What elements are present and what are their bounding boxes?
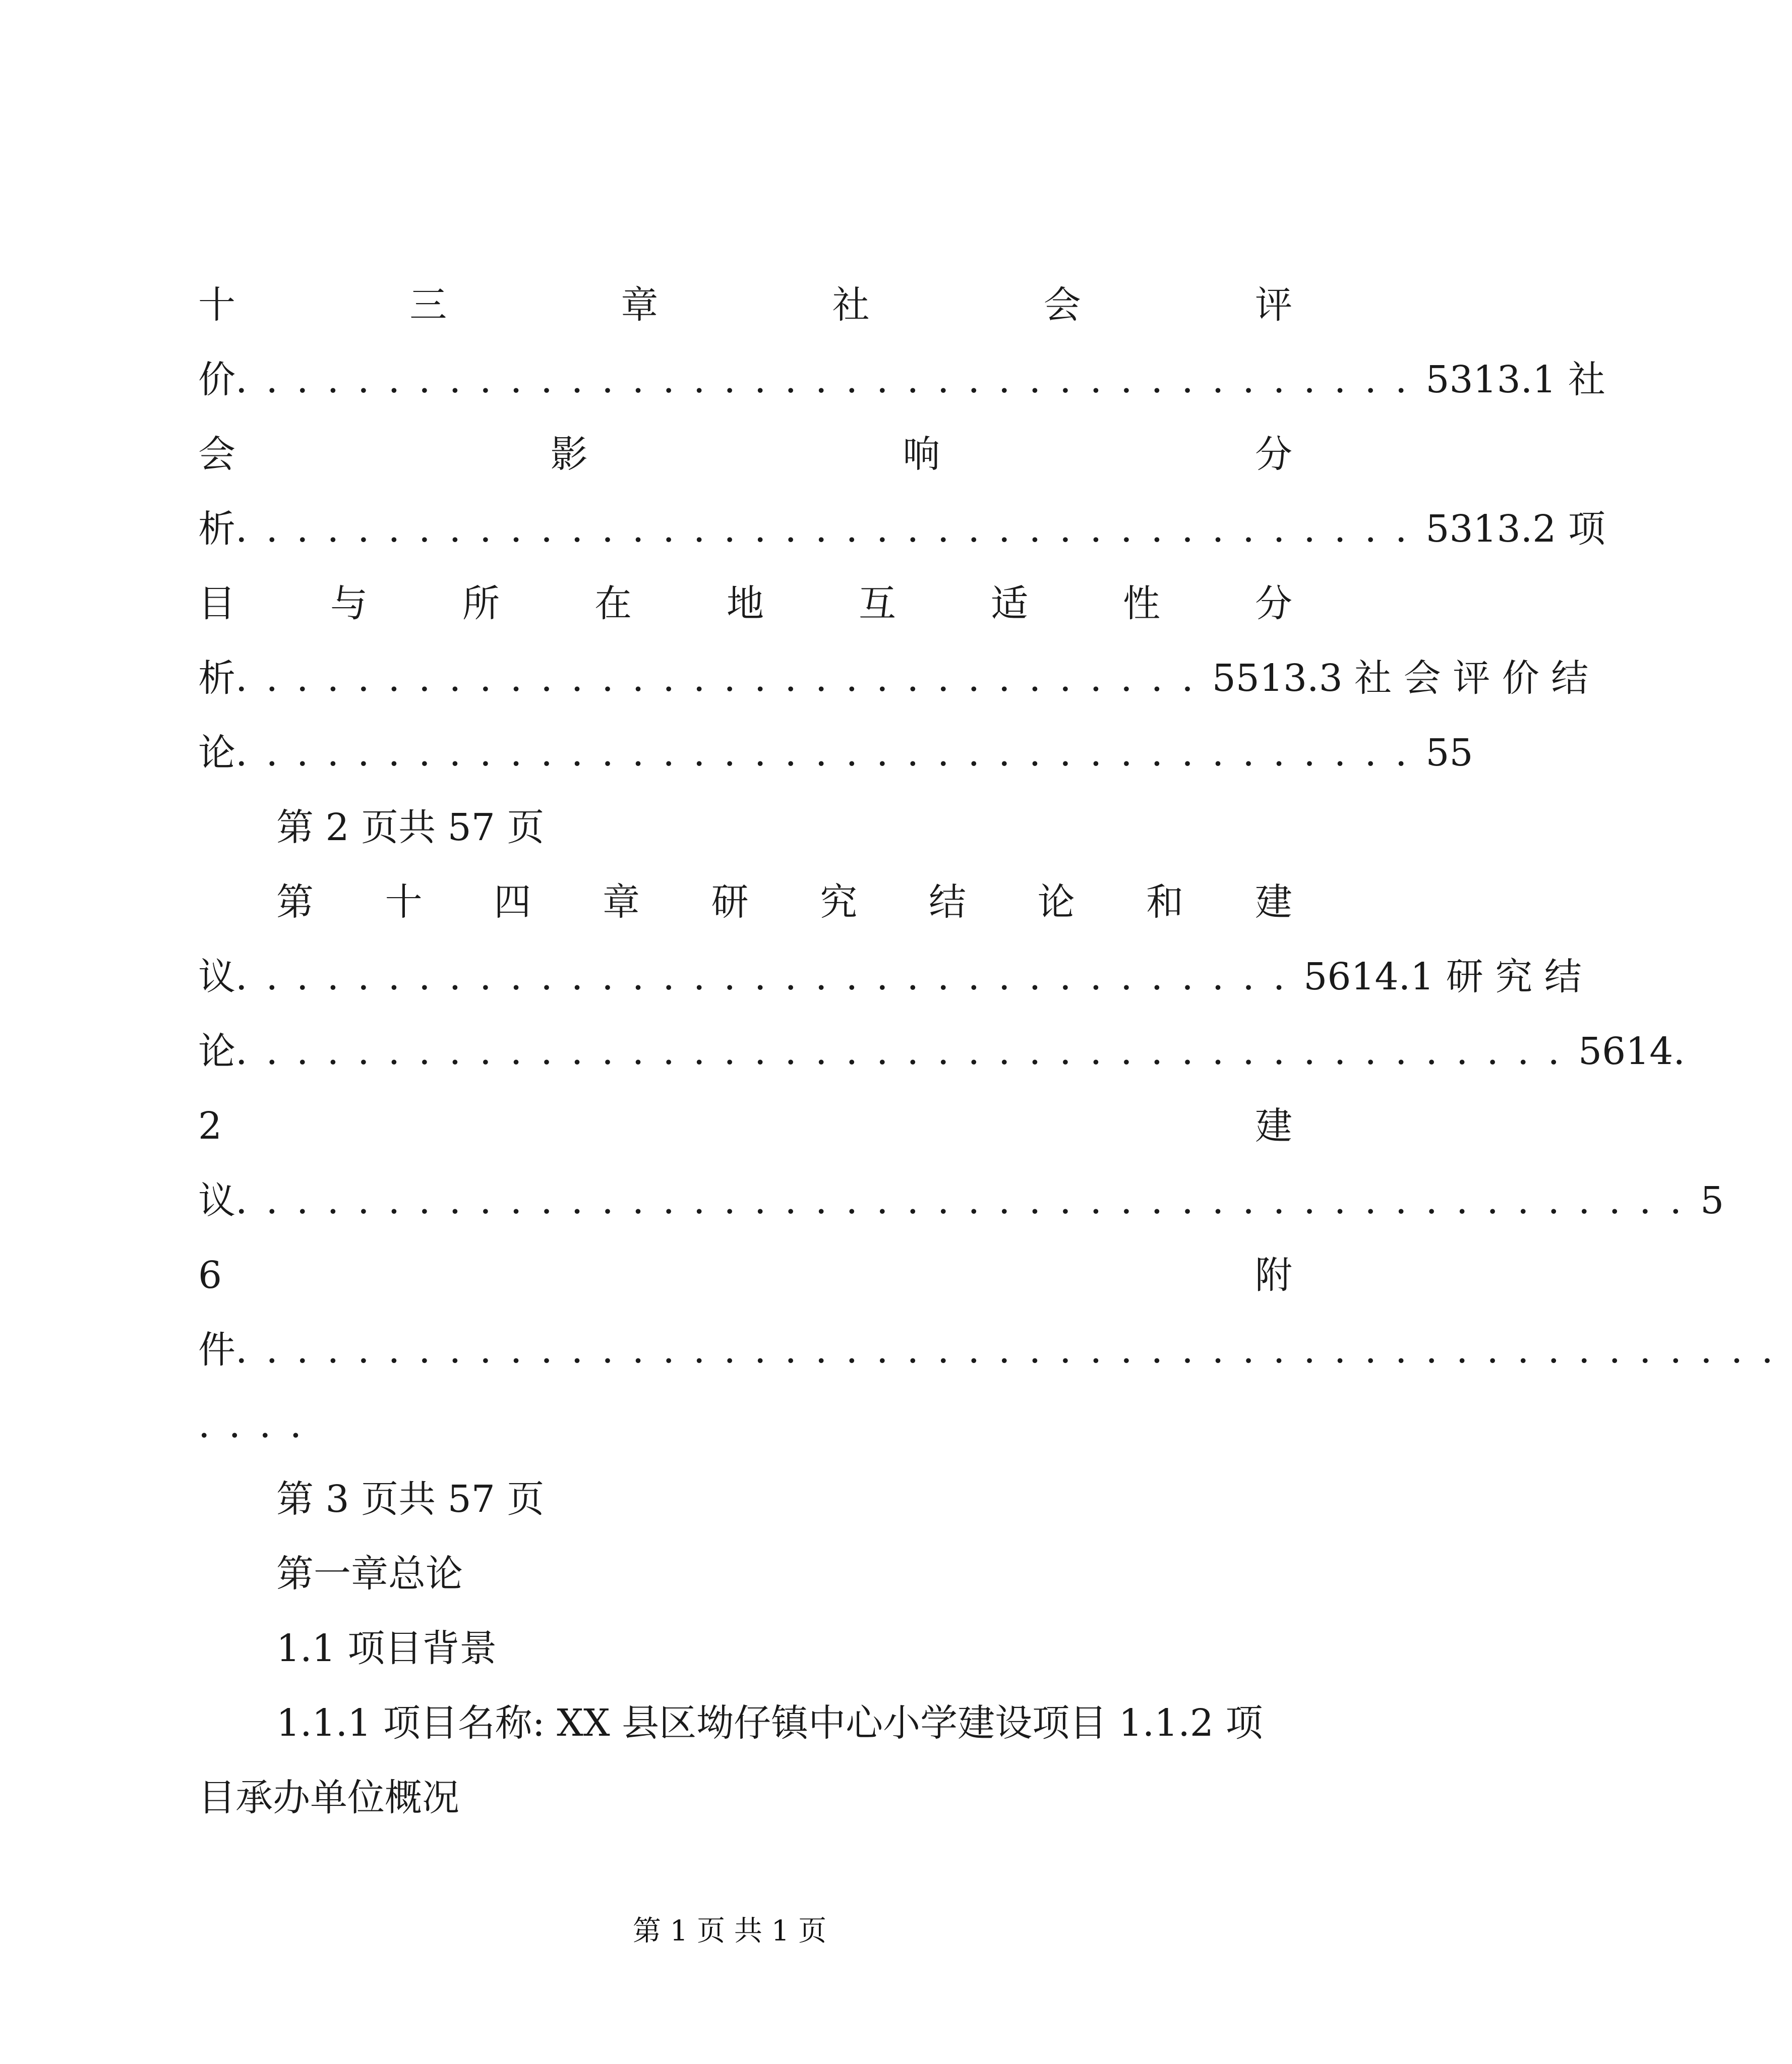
- toc-char: 评: [1255, 283, 1292, 327]
- toc-entry: [198, 1021, 1685, 1082]
- toc-char: 所: [462, 582, 500, 625]
- toc-chapter-13-heading: [198, 275, 1292, 335]
- toc-char: 社: [832, 283, 870, 327]
- toc-leader-dots: .......................................: [235, 507, 1426, 551]
- toc-char: 章: [621, 283, 659, 327]
- toc-leader-dots: .......................................: [235, 731, 1426, 775]
- toc-trailing-dots: ....: [198, 1403, 321, 1446]
- toc-entry-head: 析: [198, 507, 235, 551]
- toc-char: 会: [1043, 283, 1081, 327]
- toc-chapter-14-heading: [276, 872, 1292, 932]
- toc-char: 三: [409, 283, 447, 327]
- body-paragraph-line: 1.1.1 项目名称: XX 县区坳仔镇中心小学建设项目 1.1.2 项: [276, 1701, 1263, 1745]
- toc-justified-line: [198, 573, 1292, 634]
- toc-leader-dots: ...................................: [235, 955, 1304, 998]
- toc-char: 适: [991, 582, 1028, 625]
- toc-justified-line: [198, 424, 1292, 485]
- toc-entry-head: 论: [198, 1030, 235, 1073]
- toc-char: 究: [820, 880, 858, 924]
- toc-char: 十: [198, 283, 235, 327]
- toc-char: 与: [330, 582, 368, 625]
- chapter-title: 第一章总论: [276, 1552, 463, 1596]
- toc-char: 四: [494, 880, 531, 924]
- toc-char: 分: [1255, 582, 1292, 625]
- toc-char: 目: [198, 582, 235, 625]
- toc-char: 互: [859, 582, 896, 625]
- toc-char: 分: [1255, 433, 1292, 476]
- toc-entry: [198, 349, 1605, 410]
- section-title: 1.1 项目背景: [276, 1627, 497, 1670]
- toc-entry-tail: 5614.1 研 究 结: [1303, 955, 1582, 998]
- toc-entry-head: 论: [198, 731, 235, 775]
- toc-char: 建: [1255, 880, 1292, 924]
- page-marker: 第 2 页共 57 页: [276, 806, 545, 849]
- toc-char: 会: [198, 433, 235, 476]
- toc-leader-dots: .......................................: [235, 358, 1426, 401]
- toc-char: 结: [928, 880, 966, 924]
- toc-char: 十: [385, 880, 423, 924]
- toc-char: 影: [550, 433, 588, 476]
- toc-entry: [198, 499, 1605, 559]
- toc-justified-line: [198, 1096, 1292, 1156]
- toc-entry: [198, 723, 1473, 783]
- toc-leader-dots: ................................................: [235, 1179, 1701, 1222]
- toc-entry-tail: 5313.1 社: [1425, 358, 1605, 401]
- toc-entry-tail: 5313.2 项: [1425, 507, 1605, 551]
- toc-char: 研: [711, 880, 749, 924]
- toc-char: 附: [1255, 1254, 1292, 1297]
- toc-char: 在: [594, 582, 632, 625]
- toc-char: 性: [1123, 582, 1160, 625]
- toc-leader-dots: ................................: [235, 657, 1212, 700]
- toc-entry: [198, 1320, 1792, 1380]
- body-paragraph-line: 目承办单位概况: [198, 1776, 459, 1819]
- toc-char: 论: [1037, 880, 1075, 924]
- toc-entry-head: 析: [198, 657, 235, 700]
- toc-leader-dots: ...................................................: [235, 1328, 1792, 1372]
- page-footer: 第 1 页 共 1 页: [632, 1915, 827, 1948]
- toc-entry: [198, 648, 1589, 709]
- toc-entry-tail: 55: [1425, 731, 1473, 775]
- toc-justified-line: [198, 1245, 1292, 1306]
- toc-entry-head: 议: [198, 955, 235, 998]
- toc-entry-head: 件: [198, 1328, 235, 1372]
- toc-char: 6: [198, 1254, 222, 1297]
- toc-char: 地: [727, 582, 764, 625]
- toc-char: 建: [1255, 1104, 1292, 1148]
- toc-leader-dots: ............................................: [235, 1030, 1578, 1073]
- toc-char: 第: [276, 880, 314, 924]
- toc-entry: [198, 947, 1582, 1007]
- toc-entry-tail: 5513.3 社 会 评 价 结: [1212, 657, 1589, 700]
- toc-entry: [198, 1170, 1724, 1231]
- toc-entry-head: 价: [198, 358, 235, 401]
- toc-entry-tail: 5: [1700, 1179, 1724, 1222]
- toc-char: 章: [602, 880, 640, 924]
- toc-char: 响: [903, 433, 940, 476]
- toc-char: 2: [198, 1104, 222, 1148]
- toc-entry-head: 议: [198, 1179, 235, 1222]
- toc-char: 和: [1146, 880, 1184, 924]
- page-marker: 第 3 页共 57 页: [276, 1478, 545, 1521]
- toc-entry-tail: 5614.: [1578, 1030, 1685, 1073]
